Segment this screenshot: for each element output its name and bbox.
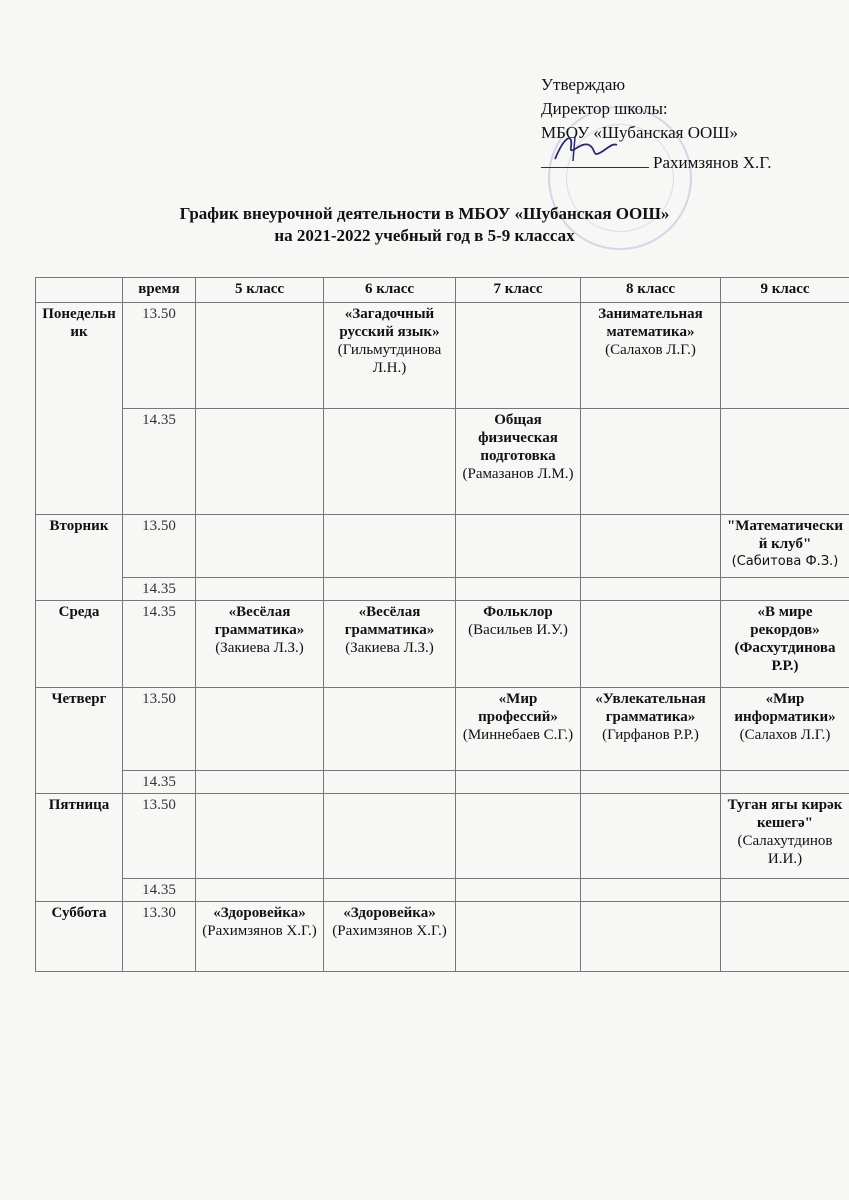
- table-row: [36, 771, 849, 794]
- activity-cell: [324, 578, 456, 601]
- activity-cell: [721, 578, 849, 601]
- activity-cell: [456, 879, 581, 902]
- activity-name: «В мире рекордов»: [750, 604, 820, 638]
- table-row: [36, 303, 849, 409]
- activity-teacher: (Сабитова Ф.З.): [731, 554, 839, 569]
- activity-teacher: (Салахов Л.Г.): [739, 727, 831, 743]
- activity-cell: [721, 303, 849, 409]
- activity-cell: [456, 771, 581, 794]
- activity-name: «Загадочный русский язык»: [339, 306, 440, 340]
- time-cell: 13.50: [123, 303, 196, 409]
- activity-cell: [456, 303, 581, 409]
- time-cell: 14.35: [123, 409, 196, 515]
- table-row: [36, 902, 849, 972]
- activity-cell: [324, 515, 456, 578]
- activity-cell: [581, 688, 721, 771]
- activity-cell: [721, 771, 849, 794]
- activity-cell: [581, 794, 721, 879]
- header-cell: 8 класс: [581, 278, 721, 303]
- activity-cell: [324, 902, 456, 972]
- activity-cell: [196, 578, 324, 601]
- activity-cell: [721, 515, 849, 578]
- activity-cell: [721, 879, 849, 902]
- activity-teacher: (Закиева Л.З.): [345, 640, 434, 656]
- activity-name: «Мир информатики»: [734, 691, 836, 725]
- activity-cell: [581, 879, 721, 902]
- activity-teacher: (Салахутдинов И.И.): [737, 833, 833, 867]
- activity-cell: [324, 794, 456, 879]
- activity-teacher: (Рахимзянов Х.Г.): [202, 923, 317, 939]
- activity-teacher: (Рахимзянов Х.Г.): [332, 923, 447, 939]
- day-cell: Понедельник: [36, 303, 123, 515]
- time-cell: 13.50: [123, 794, 196, 879]
- activity-cell: [456, 578, 581, 601]
- time-cell: 13.30: [123, 902, 196, 972]
- activity-teacher: (Васильев И.У.): [468, 622, 568, 638]
- approval-block: [541, 73, 771, 175]
- table-row: [36, 601, 849, 688]
- time-cell: 13.50: [123, 515, 196, 578]
- activity-name: «Мир профессий»: [478, 691, 558, 725]
- activity-cell: [196, 303, 324, 409]
- day-cell: Четверг: [36, 688, 123, 794]
- table-row: [36, 794, 849, 879]
- activity-cell: [456, 601, 581, 688]
- header-row: [36, 278, 849, 303]
- header-cell: [36, 278, 123, 303]
- table-row: [36, 879, 849, 902]
- activity-cell: [196, 902, 324, 972]
- activity-cell: [324, 688, 456, 771]
- activity-cell: [721, 601, 849, 688]
- activity-cell: [581, 578, 721, 601]
- activity-teacher: (Закиева Л.З.): [215, 640, 304, 656]
- day-cell: Среда: [36, 601, 123, 688]
- activity-name: «Увлекательная грамматика»: [595, 691, 706, 725]
- activity-cell: [581, 601, 721, 688]
- day-cell: Пятница: [36, 794, 123, 902]
- table-row: [36, 578, 849, 601]
- activity-cell: [196, 771, 324, 794]
- activity-cell: [456, 515, 581, 578]
- activity-name: Туган ягы кирәк кешегә": [727, 797, 843, 831]
- activity-name: «Здоровейка»: [213, 905, 306, 921]
- activity-name: «Здоровейка»: [343, 905, 436, 921]
- table-row: [36, 688, 849, 771]
- approval-heading: Утверждаю: [541, 75, 626, 94]
- day-cell: Суббота: [36, 902, 123, 972]
- activity-cell: [196, 515, 324, 578]
- page-title: [0, 203, 849, 247]
- activity-cell: [456, 902, 581, 972]
- activity-cell: [324, 879, 456, 902]
- activity-teacher: (Рамазанов Л.М.): [462, 466, 574, 482]
- activity-teacher: (Гильмутдинова Л.Н.): [337, 342, 442, 376]
- activity-cell: [196, 794, 324, 879]
- activity-teacher: (Гирфанов Р.Р.): [602, 727, 699, 743]
- activity-name: Занимательная математика»: [598, 306, 703, 340]
- time-cell: 14.35: [123, 879, 196, 902]
- activity-teacher: (Салахов Л.Г.): [605, 342, 696, 358]
- activity-cell: [721, 688, 849, 771]
- signature: [541, 145, 649, 168]
- activity-cell: [721, 794, 849, 879]
- activity-name: «Весёлая грамматика»: [344, 604, 435, 638]
- activity-cell: [581, 771, 721, 794]
- header-cell: 5 класс: [196, 278, 324, 303]
- activity-cell: [581, 303, 721, 409]
- activity-cell: [581, 902, 721, 972]
- time-cell: 14.35: [123, 771, 196, 794]
- table-row: [36, 515, 849, 578]
- activity-cell: [581, 515, 721, 578]
- activity-cell: [456, 688, 581, 771]
- activity-cell: [324, 601, 456, 688]
- activity-cell: [324, 303, 456, 409]
- activity-cell: [456, 794, 581, 879]
- title-line-2: на 2021-2022 учебный год в 5-9 классах: [274, 226, 575, 245]
- header-cell: 9 класс: [721, 278, 849, 303]
- activity-name: «Весёлая грамматика»: [214, 604, 305, 638]
- activity-cell: [196, 879, 324, 902]
- activity-cell: [324, 771, 456, 794]
- activity-cell: [581, 409, 721, 515]
- director-title: Директор школы:: [541, 99, 668, 118]
- activity-name: "Математический клуб": [726, 518, 844, 552]
- time-cell: 13.50: [123, 688, 196, 771]
- activity-cell: [196, 601, 324, 688]
- signature-line: [541, 145, 771, 175]
- title-line-1: График внеурочной деятельности в МБОУ «Шубанская ООШ»: [179, 204, 670, 223]
- header-cell: 6 класс: [324, 278, 456, 303]
- header-cell: 7 класс: [456, 278, 581, 303]
- time-cell: 14.35: [123, 578, 196, 601]
- director-name: Рахимзянов Х.Г.: [653, 153, 772, 172]
- time-cell: 14.35: [123, 601, 196, 688]
- activity-cell: [721, 409, 849, 515]
- activity-name: Фольклор: [483, 604, 553, 620]
- activity-teacher: (Миннебаев С.Г.): [462, 727, 574, 743]
- activity-cell: [324, 409, 456, 515]
- activity-cell: [196, 688, 324, 771]
- schedule-table: [35, 277, 849, 972]
- activity-teacher: (Фасхутдинова Р.Р.): [734, 640, 836, 674]
- school-name: МБОУ «Шубанская ООШ»: [541, 123, 738, 142]
- day-cell: Вторник: [36, 515, 123, 601]
- table-row: [36, 409, 849, 515]
- activity-cell: [456, 409, 581, 515]
- header-cell: время: [123, 278, 196, 303]
- activity-cell: [196, 409, 324, 515]
- activity-cell: [721, 902, 849, 972]
- activity-name: Общая физическая подготовка: [478, 412, 558, 464]
